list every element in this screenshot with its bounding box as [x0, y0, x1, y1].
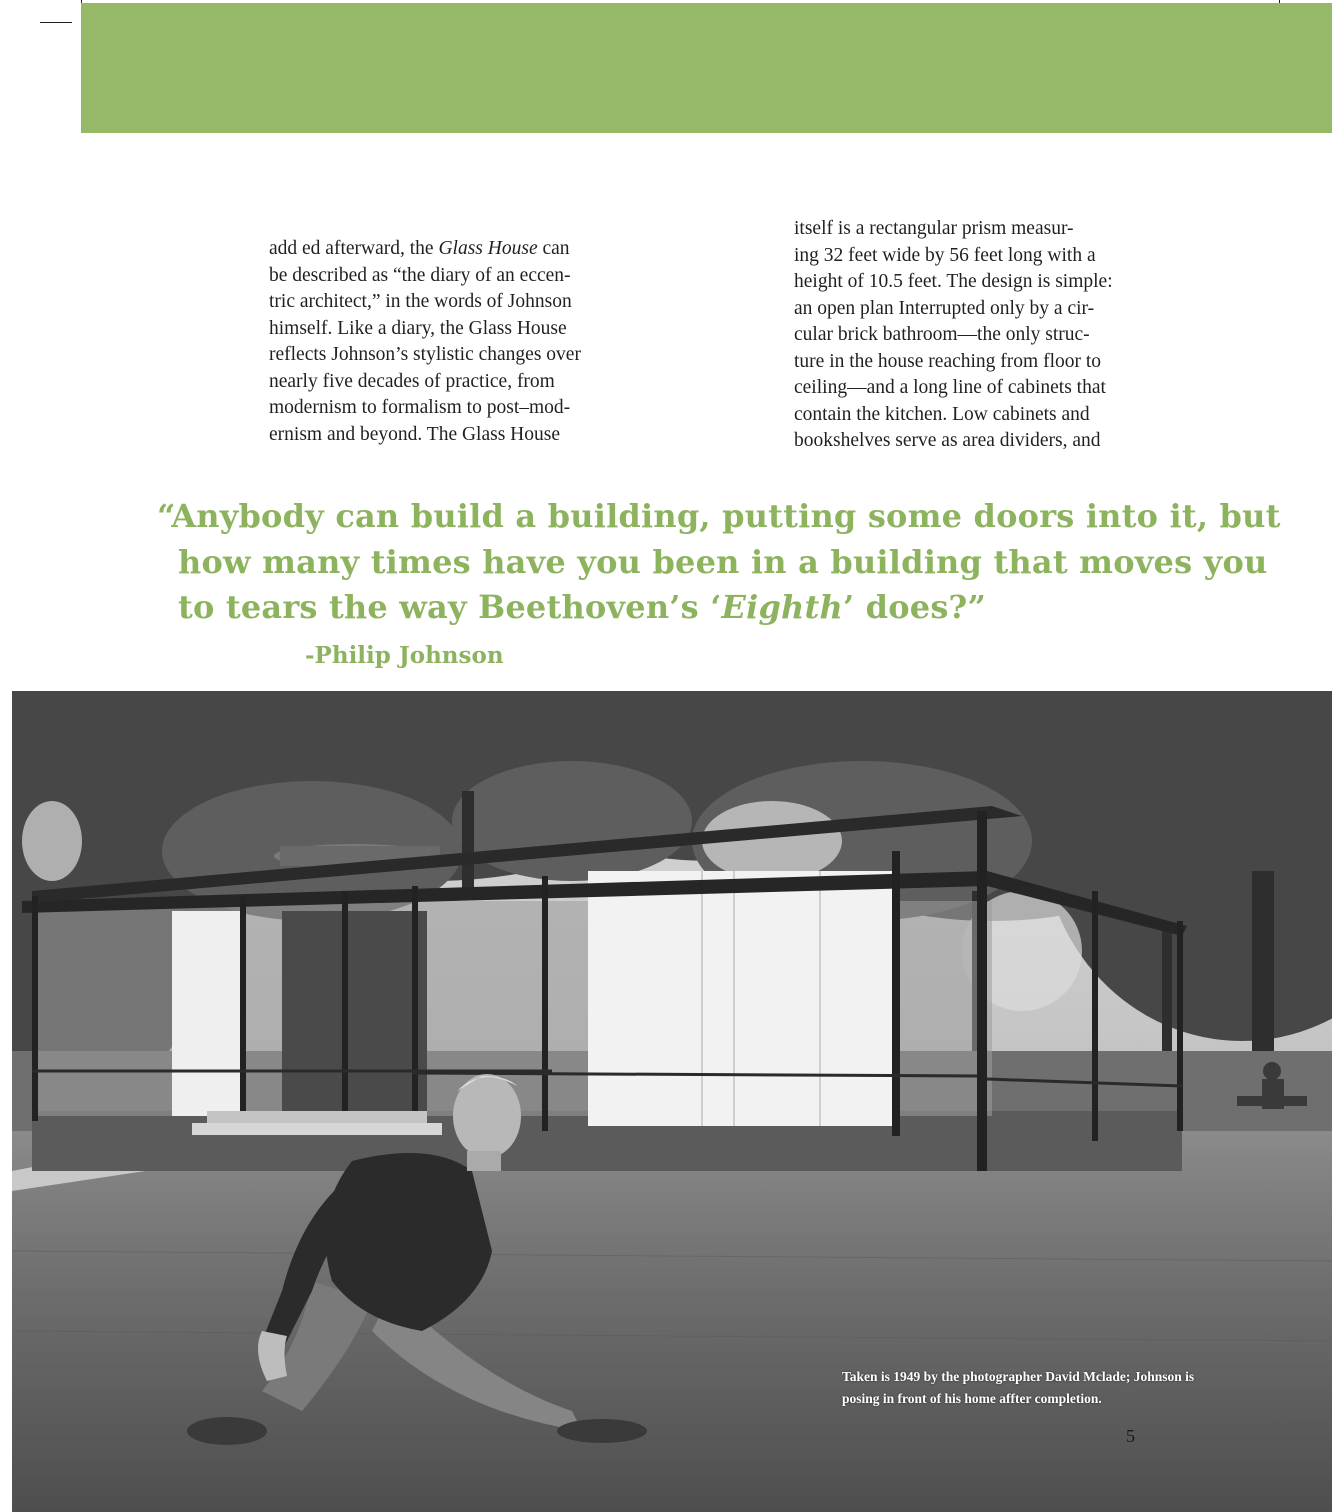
- quote-line-3: [157, 585, 1257, 631]
- quote-text: to tears the way Beethoven’s ‘: [178, 588, 722, 626]
- body-column-left: [269, 236, 639, 448]
- quote-text: ’ does?”: [842, 588, 987, 626]
- quote-attribution: -Philip Johnson: [305, 642, 504, 669]
- quote-italic: Eighth: [721, 588, 843, 626]
- photo-caption: [842, 1366, 1232, 1410]
- caption-line-1: Taken is 1949 by the photographer David Mclade; Johnson is: [842, 1369, 1195, 1384]
- body-text: itself is a rectangular prism measur- ing 32 feet wide by 56 feet long with a height of 10.5 feet. The design is simple: an open plan Interrupted only by a cir- cular brick bathroom—the only struc- ture in the house reaching from floor to ceiling—and a long line of cabinets that contain the kitchen. Low cabinets and bookshelves serve as area dividers, and: [794, 218, 1113, 451]
- quote-line-1: “Anybody can build a building, putting some doors into it, but: [157, 497, 1281, 535]
- page-number: 5: [1126, 1426, 1135, 1446]
- body-text: add ed afterward, the: [269, 238, 439, 259]
- body-text: can be described as “the diary of an eccen- tric architect,” in the words of Johnson himself. Like a diary, the Glass House reflects Johnson’s stylistic changes over nearly five decades of practice, from modernism to formalism to post–mod- ernism and beyond. The Glass House: [269, 238, 581, 445]
- caption-line-2: posing in front of his home affter completion.: [842, 1391, 1102, 1406]
- crop-mark-top-left-h: [40, 22, 72, 23]
- header-color-band: [81, 3, 1332, 133]
- body-column-right: [794, 216, 1164, 455]
- body-italic-title: Glass House: [438, 238, 538, 259]
- pull-quote: [157, 494, 1281, 631]
- quote-line-2: how many times have you been in a building that moves you: [178, 542, 1268, 581]
